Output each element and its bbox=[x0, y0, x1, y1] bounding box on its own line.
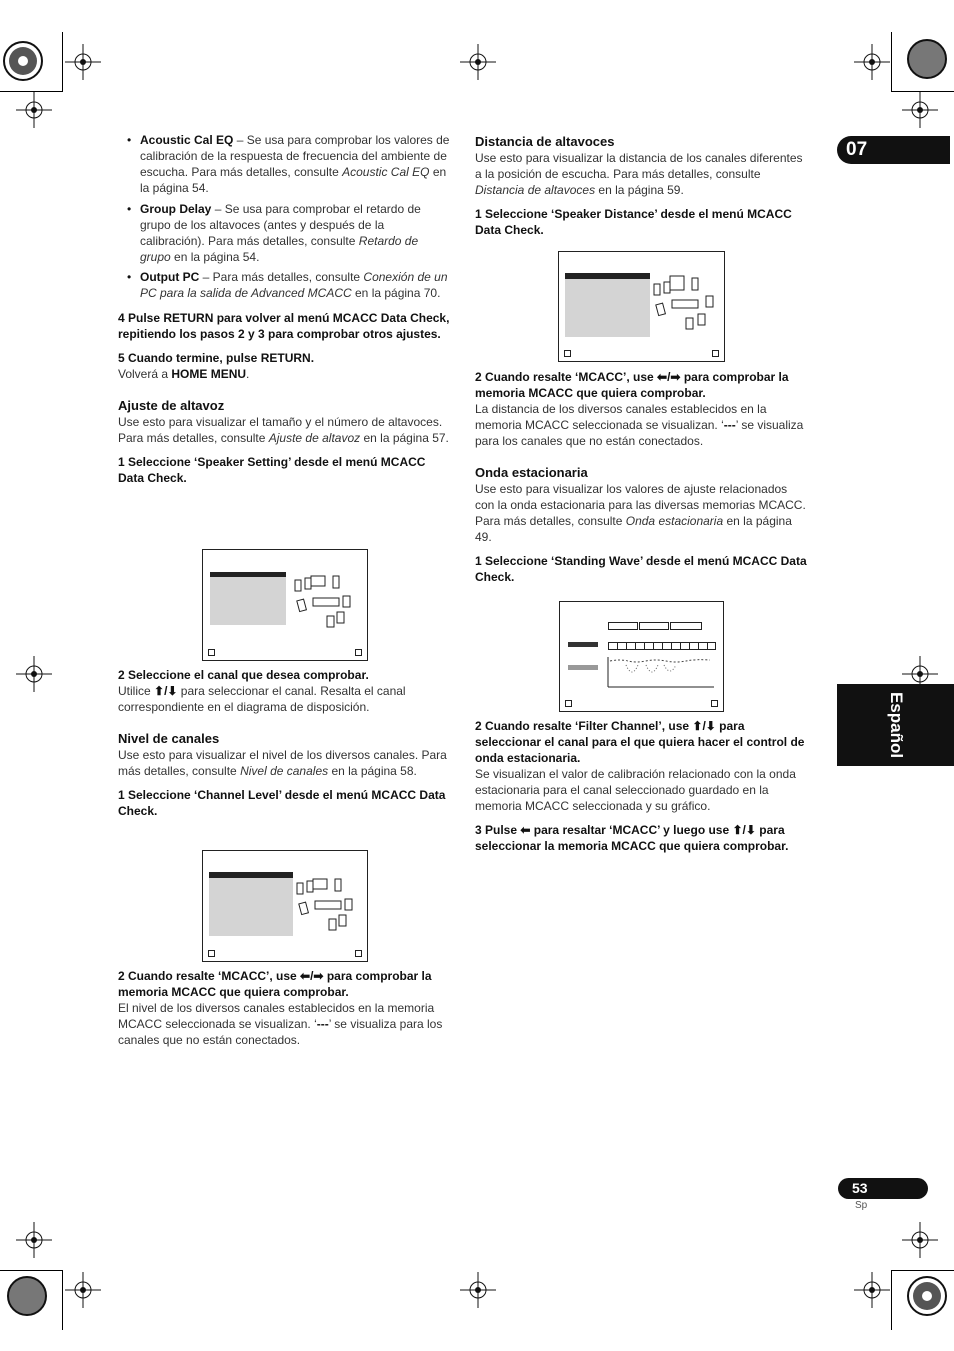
list-item: • Output PC – Para más detalles, consulte Conexión de un PC para la salida de Advanced MCACC en la página 70. bbox=[118, 269, 452, 301]
distancia-step-1: 1 Seleccione ‘Speaker Distance’ desde el menú MCACC Data Check. bbox=[475, 207, 792, 237]
right-column bbox=[475, 133, 809, 238]
language-label: Español bbox=[887, 691, 906, 759]
crosshair-icon bbox=[65, 44, 101, 80]
step-5: 5 Cuando termine, pulse RETURN. bbox=[118, 351, 315, 365]
osd-screen-speaker-setting bbox=[202, 549, 368, 661]
nivel-step-2: 2 Cuando resalte ‘MCACC’, use ⬅/➡ para comprobar la memoria MCACC que quiera comprobar. bbox=[118, 969, 432, 999]
crosshair-icon bbox=[902, 92, 938, 128]
distancia-body-2: La distancia de los diversos canales establecidos en la memoria MCACC seleccionada se visualizan. ‘---’ se visualiza para los canales que no están conectados. bbox=[475, 402, 804, 448]
onda-step-3: 3 Pulse ⬅ para resaltar ‘MCACC’ y luego use ⬆/⬇ para seleccionar la memoria MCACC que quiera comprobar. bbox=[475, 823, 789, 853]
right-column-bottom bbox=[475, 718, 809, 854]
osd-screen-speaker-distance bbox=[558, 251, 725, 362]
crosshair-icon bbox=[902, 1222, 938, 1258]
crosshair-icon bbox=[460, 1272, 496, 1308]
list-item: • Group Delay – Se usa para comprobar el retardo de grupo de los altavoces (antes y después de la calibración). Para más detalles, consulte Retardo de grupo en la página 54. bbox=[118, 201, 452, 265]
step-4: 4 Pulse RETURN para volver al menú MCACC Data Check, repitiendo los pasos 2 y 3 para comprobar otros ajustes. bbox=[118, 311, 450, 341]
crosshair-icon bbox=[16, 1222, 52, 1258]
nivel-step-1: 1 Seleccione ‘Channel Level’ desde el menú MCACC Data Check. bbox=[118, 788, 446, 818]
page-number: 53 bbox=[852, 1180, 868, 1196]
left-column-bottom bbox=[118, 968, 452, 1048]
osd-screen-standing-wave bbox=[559, 601, 724, 712]
onda-body-2: Se visualizan el valor de calibración relacionado con la onda estacionaria para el canal seleccionado guardado en la memoria MCACC seleccionada y su gráfico. bbox=[475, 767, 796, 813]
registration-mark-bottom-left-disc bbox=[6, 1275, 48, 1317]
onda-body: Use esto para visualizar los valores de ajuste relacionados con la onda estacionaria para las diversas memorias MCACC. Para más detalles, consulte Onda estacionaria en la página 49. bbox=[475, 482, 806, 544]
crosshair-icon bbox=[16, 656, 52, 692]
chapter-number: 07 bbox=[846, 139, 868, 160]
heading-distancia: Distancia de altavoces bbox=[475, 134, 615, 149]
left-column bbox=[118, 132, 452, 486]
onda-step-2: 2 Cuando resalte ‘Filter Channel’, use ⬆/⬇ para seleccionar el canal para el que quiera hacer el control de onda estacionaria. bbox=[475, 719, 805, 765]
osd-screen-channel-level bbox=[202, 850, 368, 962]
speaker-layout-diagram bbox=[295, 875, 365, 937]
crosshair-icon bbox=[854, 44, 890, 80]
wave-graph bbox=[606, 655, 716, 691]
registration-mark-bottom-right-disc bbox=[906, 1275, 948, 1317]
heading-onda: Onda estacionaria bbox=[475, 465, 588, 480]
ajuste-step-2: 2 Seleccione el canal que desea comprobar. bbox=[118, 668, 369, 682]
crosshair-icon bbox=[16, 92, 52, 128]
distancia-step-2: 2 Cuando resalte ‘MCACC’, use ⬅/➡ para comprobar la memoria MCACC que quiera comprobar. bbox=[475, 370, 789, 400]
ajuste-body: Use esto para visualizar el tamaño y el número de altavoces. Para más detalles, consulte Ajuste de altavoz en la página 57. bbox=[118, 415, 449, 445]
crosshair-icon bbox=[65, 1272, 101, 1308]
onda-step-1: 1 Seleccione ‘Standing Wave’ desde el menú MCACC Data Check. bbox=[475, 554, 807, 584]
page-lang-code: Sp bbox=[855, 1200, 868, 1211]
nivel-body: Use esto para visualizar el nivel de los diversos canales. Para más detalles, consulte Nivel de canales en la página 58. bbox=[118, 748, 447, 778]
right-column-mid bbox=[475, 369, 809, 585]
language-tab bbox=[837, 684, 954, 766]
speaker-layout-diagram bbox=[652, 274, 722, 336]
crosshair-icon bbox=[460, 44, 496, 80]
distancia-body: Use esto para visualizar la distancia de los canales diferentes a la posición de escucha. Para más detalles, consulte Distancia de altavoces en la página 59. bbox=[475, 151, 803, 197]
nivel-body-2: El nivel de los diversos canales establecidos en la memoria MCACC seleccionada se visualizan. ‘---’ se visualiza para los canales que no están conectados. bbox=[118, 1001, 443, 1047]
bullet-list bbox=[118, 132, 452, 301]
ajuste-step-1: 1 Seleccione ‘Speaker Setting’ desde el menú MCACC Data Check. bbox=[118, 455, 426, 485]
speaker-layout-diagram bbox=[293, 572, 363, 634]
crosshair-icon bbox=[854, 1272, 890, 1308]
heading-ajuste: Ajuste de altavoz bbox=[118, 398, 225, 413]
chapter-tab bbox=[837, 136, 950, 164]
step-5-body: Volverá a HOME MENU. bbox=[118, 367, 250, 381]
page-number-badge bbox=[838, 1178, 928, 1199]
registration-mark-top-right-disc bbox=[906, 38, 948, 80]
left-column-mid bbox=[118, 667, 452, 819]
ajuste-step-2-body: Utilice ⬆/⬇ para seleccionar el canal. Resalta el canal correspondiente en el diagrama de disposición. bbox=[118, 684, 406, 714]
heading-nivel: Nivel de canales bbox=[118, 731, 220, 746]
list-item: • Acoustic Cal EQ – Se usa para comprobar los valores de calibración de la respuesta de frecuencia del ambiente de escucha. Para más detalles, consulte Acoustic Cal EQ en la página 54. bbox=[118, 132, 452, 196]
registration-mark-top-left-disc bbox=[2, 40, 44, 82]
